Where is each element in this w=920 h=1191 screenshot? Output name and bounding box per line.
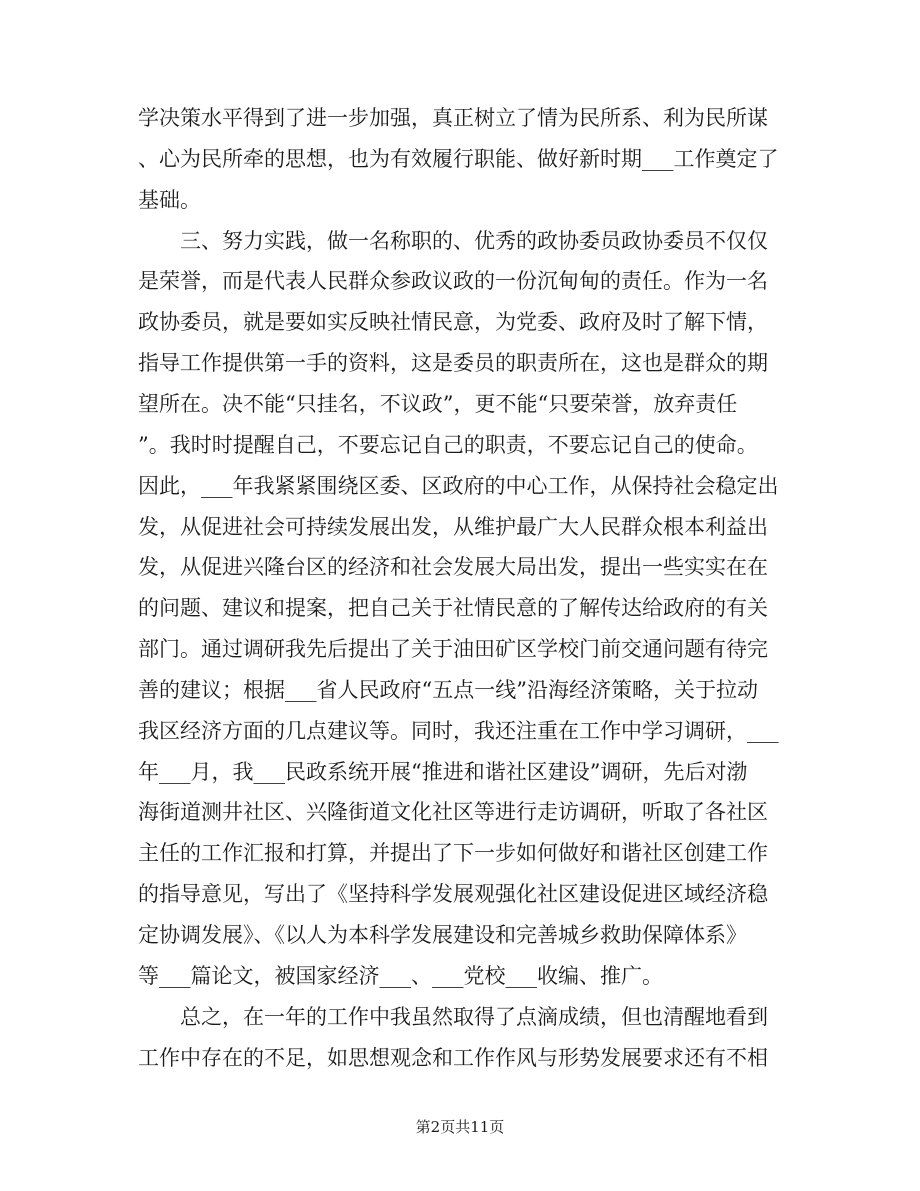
text-line: 海街道测井社区、兴隆街道文化社区等进行走访调研，听取了各社区 [138,800,768,825]
text-line: 部门。通过调研我先后提出了关于油田矿区学校门前交通问题有待完 [138,637,768,662]
text-line: 指导工作提供第一手的资料，这是委员的职责所在，这也是群众的期 [138,351,768,376]
text-line: 善的建议；根据___省人民政府“五点一线”沿海经济策略，关于拉动 [138,677,758,702]
text-line: 三、努力实践，做一名称职的、优秀的政协委员政协委员不仅仅 [138,228,768,253]
page-number: 第2页共11页 [415,1118,505,1136]
text-line: 工作中存在的不足，如思想观念和工作作风与形势发展要求还有不相 [138,1045,768,1070]
text-line: 是荣誉，而是代表人民群众参政议政的一份沉甸甸的责任。作为一名 [138,269,768,294]
text-line: 的问题、建议和提案，把自己关于社情民意的了解传达给政府的有关 [138,596,768,621]
text-line: 发，从促进社会可持续发展出发，从维护最广大人民群众根本利益出 [138,514,768,539]
text-line: 我区经济方面的几点建议等。同时，我还注重在工作中学习调研，___ [138,718,779,743]
text-line: 学决策水平得到了进一步加强，真正树立了情为民所系、利为民所谋 [138,106,768,130]
text-line: 政协委员，就是要如实反映社情民意，为党委、政府及时了解下情， [138,310,768,335]
text-line: 主任的工作汇报和打算，并提出了下一步如何做好和谐社区创建工作 [138,841,768,866]
text-line: 年___月，我___民政系统开展“推进和谐社区建设”调研，先后对渤 [138,759,748,784]
text-line: 基础。 [138,187,201,212]
text-line: 发，从促进兴隆台区的经济和社会发展大局出发，提出一些实实在在 [138,555,768,580]
text-line: ”。我时时提醒自己，不要忘记自己的职责，不要忘记自己的使命。 [138,432,758,457]
text-line: 望所在。决不能“只挂名，不议政”，更不能“只要荣誉，放弃责任 [138,391,738,416]
text-line: 的指导意见，写出了《坚持科学发展观强化社区建设促进区域经济稳 [138,882,768,907]
text-line: 定协调发展》、《以人为本科学发展建设和完善城乡救助保障体系》 [138,923,747,947]
text-line: 因此，___年我紧紧围绕区委、区政府的中心工作，从保持社会稳定出 [138,473,779,498]
text-line: 、心为民所牵的思想，也为有效履行职能、做好新时期___工作奠定了 [138,146,779,171]
text-line: 总之，在一年的工作中我虽然取得了点滴成绩，但也清醒地看到 [138,1004,768,1029]
text-line: 等___篇论文，被国家经济___、___党校___收编、推广。 [138,963,663,988]
